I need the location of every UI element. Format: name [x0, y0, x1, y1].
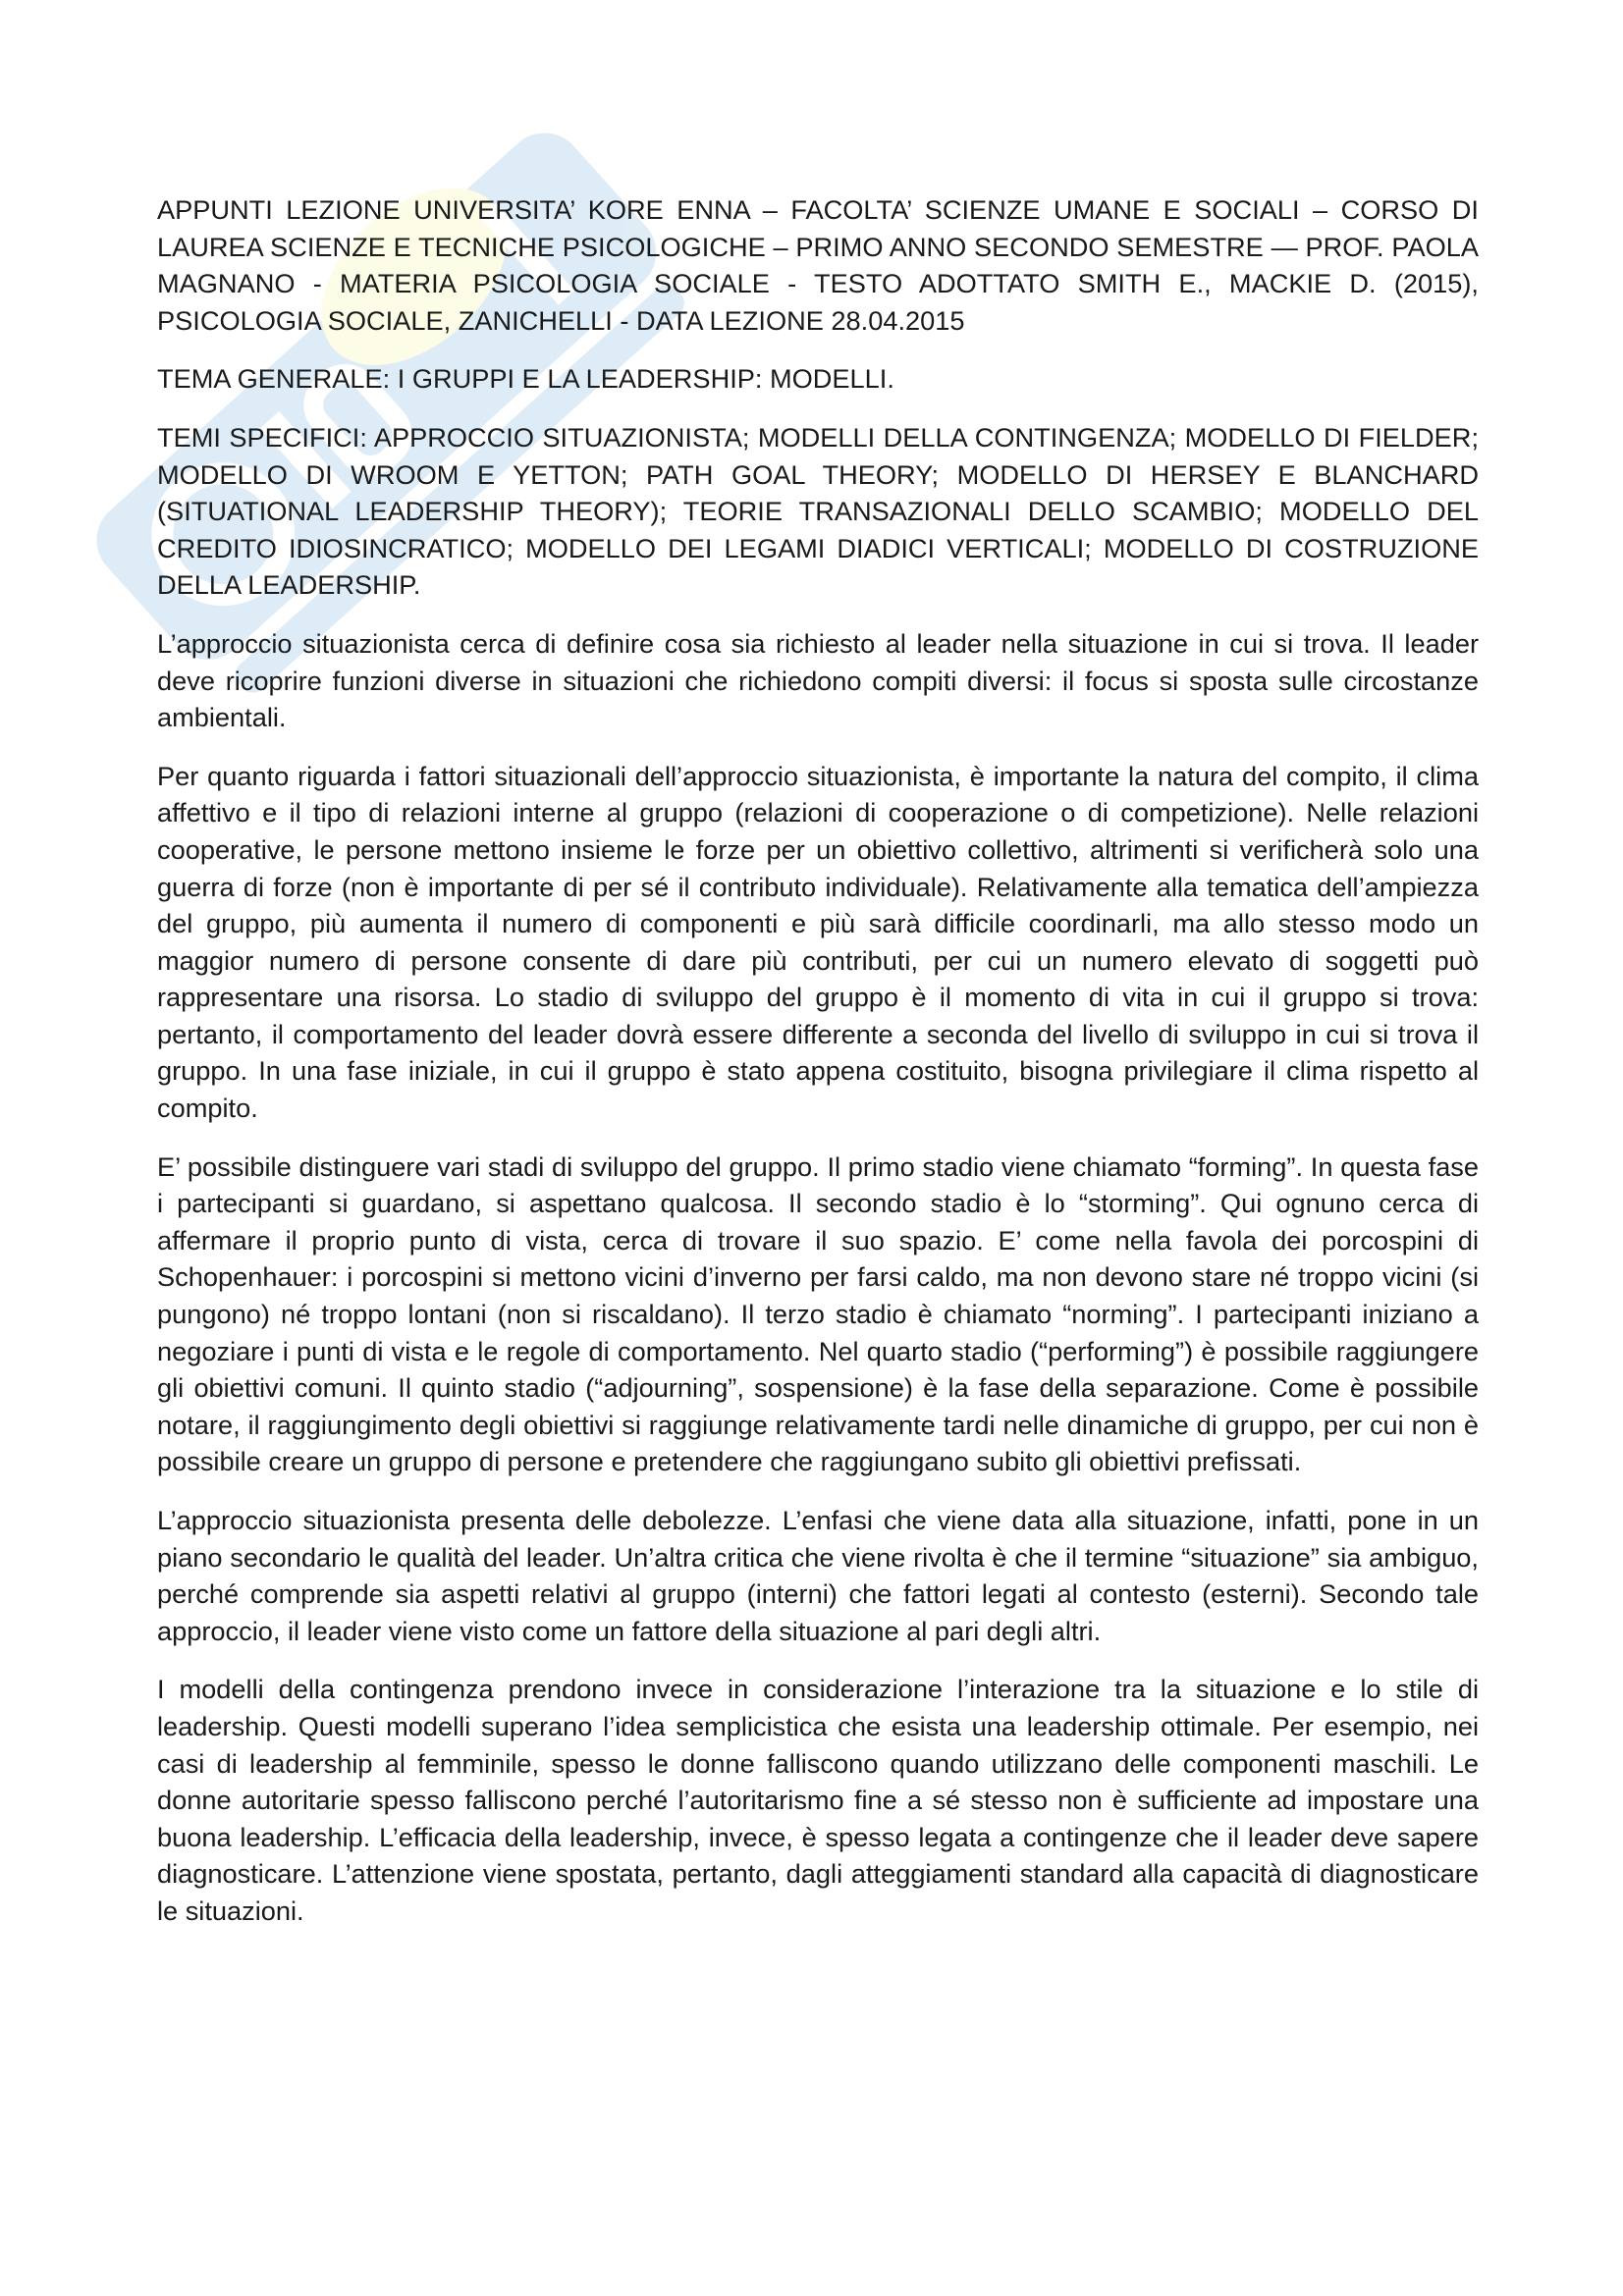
paragraph-situational-factors: Per quanto riguarda i fattori situazionali dell’approccio situazionista, è importante la natura del compito, il clima affettivo e il tipo di relazioni interne al gruppo (relazioni di cooperazione o di competizione). Nelle relazioni cooperative, le persone mettono insieme le forze per un obiettivo collettivo, altrimenti si verificherà solo una guerra di forze (non è importante di per sé il contributo individuale). Relativamente alla tematica dell’ampiezza del gruppo, più aumenta il numero di componenti e più sarà difficile coordinarli, ma allo stesso modo un maggior numero di persone consente di dare più contributi, per cui un numero elevato di soggetti può rappresentare una risorsa. Lo stadio di sviluppo del gruppo è il momento di vita in cui il gruppo si trova: pertanto, il comportamento del leader dovrà essere differente a seconda del livello di sviluppo in cui si trova il gruppo. In una fase iniziale, in cui il gruppo è stato appena costituito, bisogna privilegiare il clima rispetto al compito. [157, 760, 1479, 1124]
document-body [157, 191, 1479, 1951]
general-theme: TEMA GENERALE: I GRUPPI E LA LEADERSHIP: MODELLI. [157, 363, 894, 395]
paragraph-approach-weaknesses: L’approccio situazionista presenta delle debolezze. L’enfasi che viene data alla situazione, infatti, pone in un piano secondario le qualità del leader. Un’altra critica che viene rivolta è che il termine “situazione” sia ambiguo, perché comprende sia aspetti relativi al gruppo (interni) che fattori legati al contesto (esterni). Secondo tale approccio, il leader viene visto come un fattore della situazione al pari degli altri. [157, 1505, 1479, 1646]
paragraph-group-development-stages: E’ possibile distinguere vari stadi di sviluppo del gruppo. Il primo stadio viene chiamato “forming”. In questa fase i partecipanti si guardano, si aspettano qualcosa. Il secondo stadio è lo “storming”. Qui ognuno cerca di affermare il proprio punto di vista, cerca di trovare il suo spazio. E’ come nella favola dei porcospini di Schopenhauer: i porcospini si mettono vicini d’inverno per farsi caldo, ma non devono stare né troppo vicini (si pungono) né troppo lontani (non si riscaldano). Il terzo stadio è chiamato “norming”. I partecipanti iniziano a negoziare i punti di vista e le regole di comportamento. Nel quarto stadio (“performing”) è possibile raggiungere gli obiettivi comuni. Il quinto stadio (“adjourning”, sospensione) è la fase della separazione. Come è possibile notare, il raggiungimento degli obiettivi si raggiunge relativamente tardi nelle dinamiche di gruppo, per cui non è possibile creare un gruppo di persone e pretendere che raggiungano subito gli obiettivi prefissati. [157, 1150, 1479, 1477]
specific-themes: TEMI SPECIFICI: APPROCCIO SITUAZIONISTA; MODELLI DELLA CONTINGENZA; MODELLO DI FIELDER; MODELLO DI WROOM E YETTON; PATH GOAL THEORY; MODELLO DI HERSEY E BLANCHARD (SITUATIONAL LEADERSHIP THEORY); TEORIE TRANSAZIONALI DELLO SCAMBIO; MODELLO DEL CREDITO IDIOSINCRATICO; MODELLO DEI LEGAMI DIADICI VERTICALI; MODELLO DI COSTRUZIONE DELLA LEADERSHIP. [157, 421, 1479, 601]
paragraph-contingency-models: I modelli della contingenza prendono invece in considerazione l’interazione tra la situazione e lo stile di leadership. Questi modelli superano l’idea semplicistica che esista una leadership ottimale. Per esempio, nei casi di leadership al femminile, spesso le donne falliscono quando utilizzano delle componenti maschili. Le donne autoritarie spesso falliscono perché l’autoritarismo fine a sé stesso non è sufficiente ad impostare una buona leadership. L’efficacia della leadership, invece, è spesso legata a contingenze che il leader deve sapere diagnosticare. L’attenzione viene spostata, pertanto, dagli atteggiamenti standard alla capacità di diagnosticare le situazioni. [157, 1674, 1479, 1926]
paragraph-situational-approach: L’approccio situazionista cerca di definire cosa sia richiesto al leader nella situazione in cui si trova. Il leader deve ricoprire funzioni diverse in situazioni che richiedono compiti diversi: il focus si sposta sulle circostanze ambientali. [157, 627, 1479, 733]
lecture-header: APPUNTI LEZIONE UNIVERSITA’ KORE ENNA – FACOLTA’ SCIENZE UMANE E SOCIALI – CORSO DI LAUREA SCIENZE E TECNICHE PSICOLOGICHE – PRIMO ANNO SECONDO SEMESTRE — PROF. PAOLA MAGNANO - MATERIA PSICOLOGIA SOCIALE - TESTO ADOTTATO SMITH E., MACKIE D. (2015), PSICOLOGIA SOCIALE, ZANICHELLI - DATA LEZIONE 28.04.2015 [157, 194, 1479, 336]
